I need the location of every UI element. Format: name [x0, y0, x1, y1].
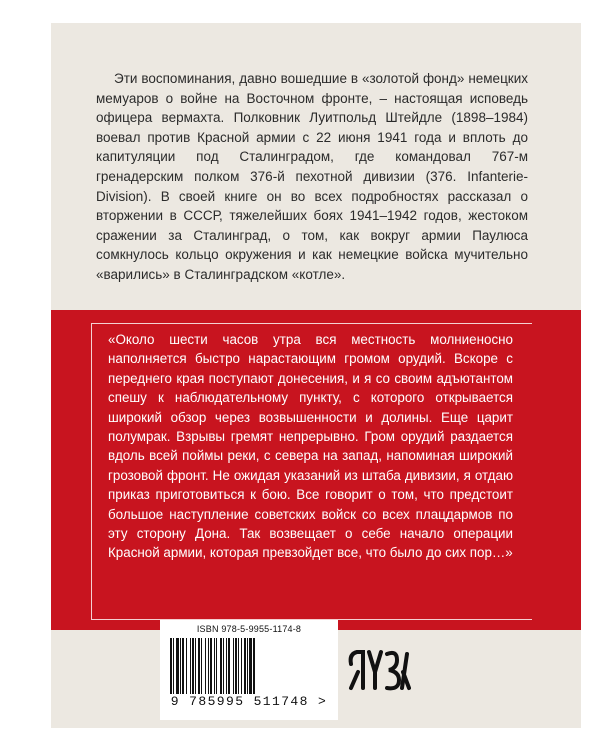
barcode-digits: 9 785995 511748 > [170, 694, 328, 709]
barcode-bar [198, 638, 200, 694]
barcode-bars [170, 638, 330, 696]
barcode-bar [249, 638, 252, 694]
barcode-bar [180, 638, 181, 694]
barcode-bar [192, 638, 194, 694]
barcode-bar [244, 638, 246, 694]
quote-band [51, 310, 581, 630]
barcode-bar [241, 638, 242, 694]
barcode-bar [214, 638, 215, 694]
barcode-bar [223, 638, 224, 694]
barcode-bar [182, 638, 184, 694]
barcode-bar [176, 638, 179, 694]
barcode-bar [195, 638, 196, 694]
barcode-bar [170, 638, 172, 694]
barcode-bar [226, 638, 227, 694]
barcode-bar [253, 638, 255, 694]
barcode-bar [190, 638, 191, 694]
quote-text: «Около шести часов утра вся местность молниеносно наполняется быстро нарастающим громом орудий. Вскоре с переднего края поступают донесения, и я со своим адъютантом спешу к наблюдательному пункту, с которого открывается широкий обзор через возвышенности и долины. Еще царит полумрак. Взрывы гремят непрерывно. Гром орудий раздается вдоль всей поймы реки, с севера на запад, напоминая широкий грозовой фронт. Не ожидая указаний из штаба дивизии, я отдаю приказ приготовиться к бою. Все говорит о том, что предстоит большое наступление советских войск со всех плацдармов по эту сторону Дона. Так возвещает о себе начало операции Красной армии, которая превзойдет все, что было до сих пор…» [108, 332, 513, 561]
barcode-bar [201, 638, 202, 694]
barcode-bar [238, 638, 239, 694]
publisher-logo-icon [341, 632, 411, 712]
barcode-bar [186, 638, 187, 694]
barcode-bar [235, 638, 237, 694]
barcode-bar [173, 638, 174, 694]
barcode-bar [247, 638, 248, 694]
publisher-logo-svg [341, 632, 411, 712]
isbn-label: ISBN 978-5-9955-1174-8 [196, 624, 302, 634]
barcode-bar [216, 638, 217, 694]
barcode-bar [208, 638, 209, 694]
barcode-bar [228, 638, 230, 694]
barcode-bar [233, 638, 234, 694]
description-paragraph: Эти воспоминания, давно вошедшие в «золотой фонд» немецких мемуаров о войне на Восточном фронте, – настоящая исповедь офицера вермахта. Полковник Луитпольд Штейдле (1898–1984) воевал против Красной армии с 22 июня 1941 года и вплоть до капитуляции под Сталинградом, где командовал 767-м гренадерским полком 376-й пехотной дивизии (376. Infanterie-Division). В своей книге он во всех подробностях рассказал о вторжении в СССР, тяжелейших боях 1941–1942 годов, жестоком сражении за Сталинград, о том, как вокруг армии Паулюса сомкнулось кольцо окружения и как немецкие войска мучительно «варились» в Сталинградском «котле». [96, 71, 528, 282]
barcode-bar [205, 638, 206, 694]
barcode-bar [220, 638, 222, 694]
barcode-bar [210, 638, 212, 694]
quote-frame [91, 323, 532, 620]
barcode-block [160, 620, 338, 720]
